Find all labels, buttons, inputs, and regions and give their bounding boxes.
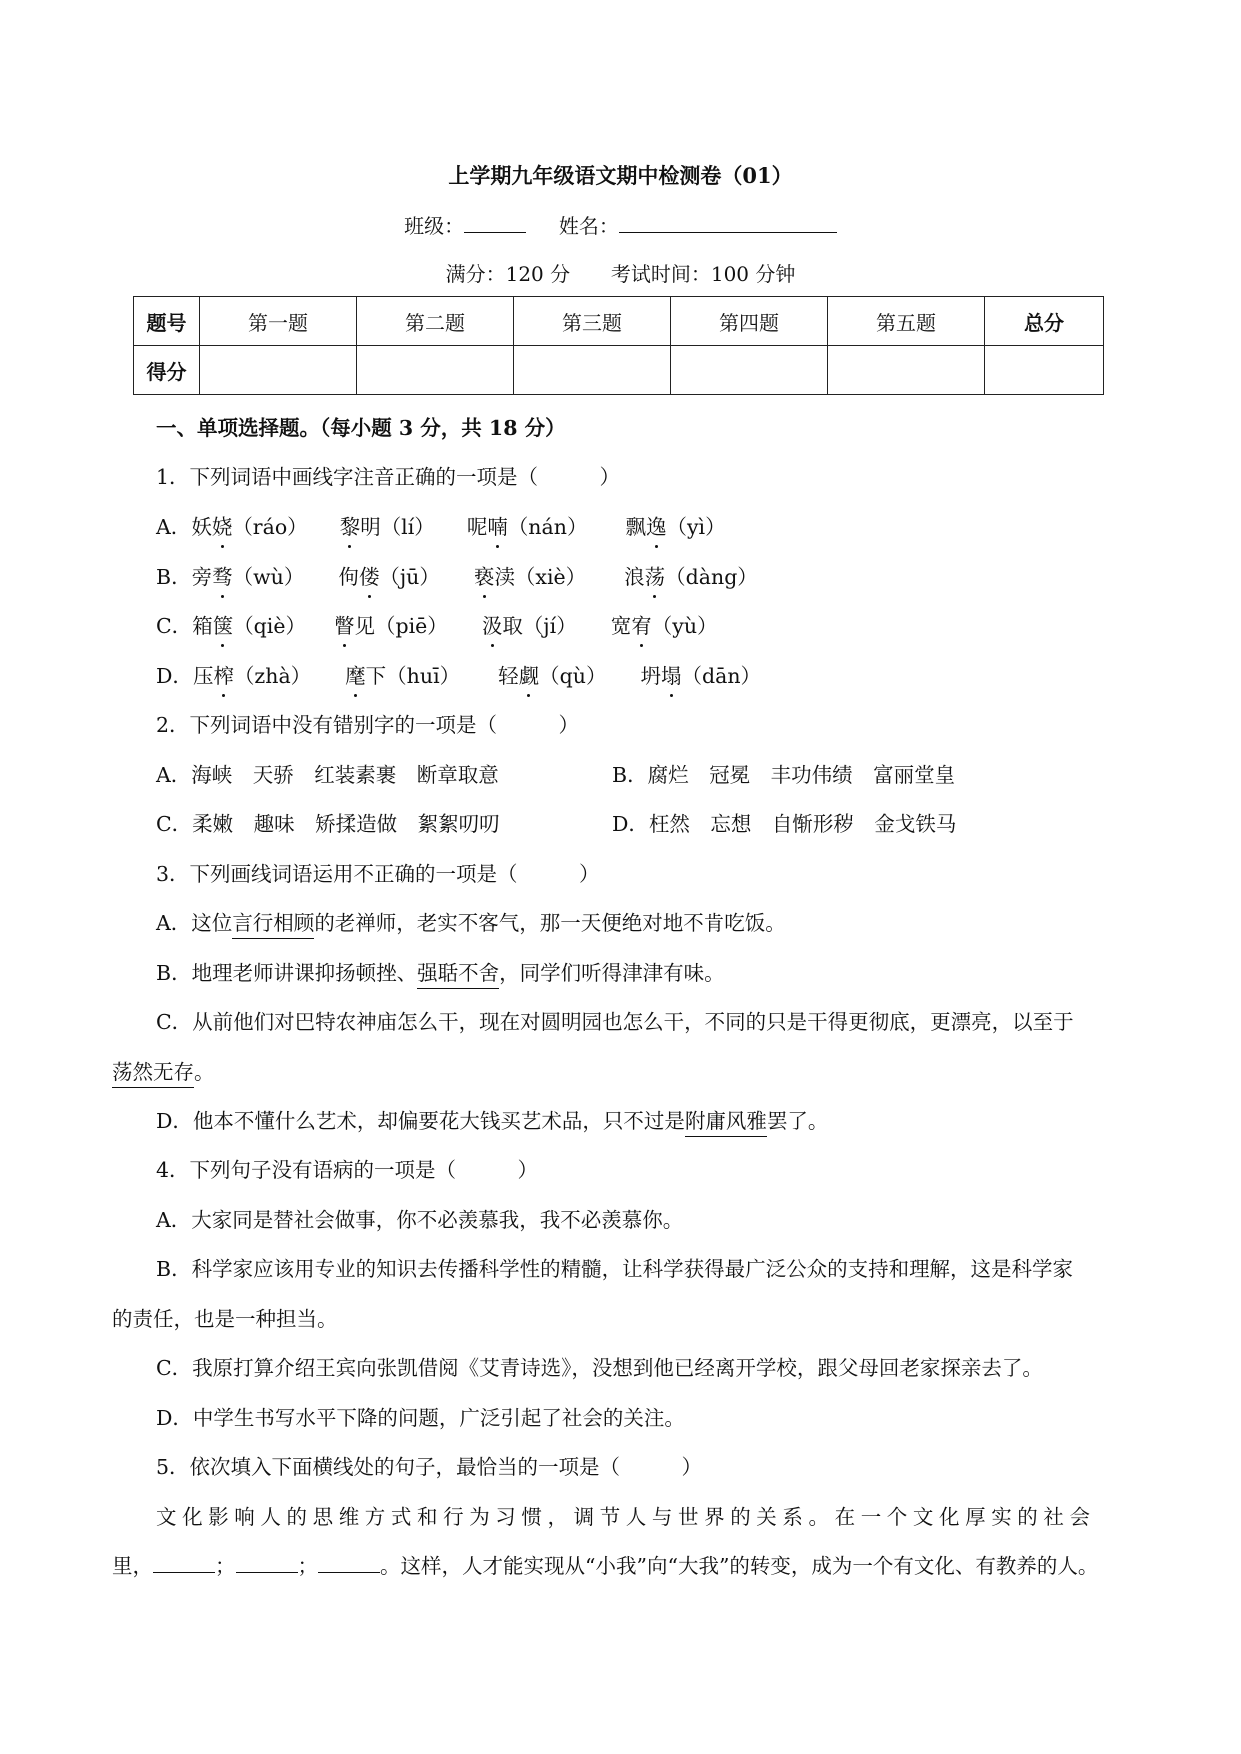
q3-option-c-cont: 荡然无存。 xyxy=(112,1057,215,1088)
q5-passage-line-1: 文化影响人的思维方式和行为习惯，调节人与世界的关系。在一个文化厚实的社会 xyxy=(156,1505,1096,1529)
exam-title: 上学期九年级语文期中检测卷（01） xyxy=(448,163,793,188)
exam-meta-line xyxy=(0,258,1241,287)
q3-option-c[interactable]: C．从前他们对巴特农神庙怎么干，现在对圆明园也怎么干，不同的只是干得更彻底，更漂亮，以至于 xyxy=(156,1010,1074,1034)
q1-stem: 1．下列词语中画线字注音正确的一项是（ ） xyxy=(156,465,621,489)
name-label: 姓名： xyxy=(558,214,619,238)
header-cell-q4: 第四题 xyxy=(671,297,828,346)
header-cell-question-no: 题号 xyxy=(134,297,200,346)
score-cell-q2[interactable] xyxy=(357,346,514,395)
fill-blank-1[interactable] xyxy=(153,1552,215,1573)
class-blank[interactable] xyxy=(464,212,526,233)
score-cell-q1[interactable] xyxy=(200,346,357,395)
full-score: 满分：120 分 xyxy=(445,262,571,286)
q4-option-a[interactable]: A．大家同是替社会做事，你不必羡慕我，我不必羡慕你。 xyxy=(156,1208,684,1232)
q2-option-a[interactable]: A．海峡 天骄 红装素裹 断章取意 xyxy=(156,763,499,787)
header-cell-q3: 第三题 xyxy=(514,297,671,346)
underlined-phrase: 附庸风雅 xyxy=(685,1106,767,1137)
q3-stem: 3．下列画线词语运用不正确的一项是（ ） xyxy=(156,862,600,886)
q1-option-b[interactable]: B．旁骛（wù） 佝偻（jū） 亵渎（xiè） 浪荡（dàng） xyxy=(156,562,758,592)
q1-option-d[interactable]: D．压榨（zhà） 麾下（huī） 轻觑（qù） 坍塌（dān） xyxy=(156,661,761,691)
q5-passage-line-2: 里， ； ； 。这样，人才能实现从“小我”向“大我”的转变，成为一个有文化、有教养的人。 xyxy=(112,1554,1099,1578)
score-label-cell: 得分 xyxy=(134,346,200,395)
q5-stem: 5．依次填入下面横线处的句子，最恰当的一项是（ ） xyxy=(156,1455,703,1479)
q1-option-c[interactable]: C．箱箧（qiè） 瞥见（piē） 汲取（jí） 宽宥（yù） xyxy=(156,611,718,641)
score-cell-q3[interactable] xyxy=(514,346,671,395)
score-cell-total[interactable] xyxy=(985,346,1104,395)
underlined-phrase: 言行相顾 xyxy=(232,908,314,939)
header-cell-q2: 第二题 xyxy=(357,297,514,346)
q1-option-a[interactable]: A．妖娆（ráo） 黎明（lí） 呢喃（nán） 飘逸（yì） xyxy=(156,512,726,542)
underlined-phrase: 荡然无存 xyxy=(112,1057,194,1088)
student-info-line xyxy=(0,210,1241,239)
q4-option-b[interactable]: B．科学家应该用专业的知识去传播科学性的精髓，让科学获得最广泛公众的支持和理解，这是科学家 xyxy=(156,1257,1074,1281)
q4-option-d[interactable]: D．中学生书写水平下降的问题，广泛引起了社会的关注。 xyxy=(156,1406,685,1430)
header-cell-total: 总分 xyxy=(985,297,1104,346)
underlined-phrase: 强聒不舍 xyxy=(417,958,499,989)
fill-blank-3[interactable] xyxy=(318,1552,380,1573)
q2-option-c[interactable]: C．柔嫩 趣味 矫揉造做 絮絮叨叨 xyxy=(156,812,500,836)
name-blank[interactable] xyxy=(619,212,837,233)
q2-stem: 2．下列词语中没有错别字的一项是（ ） xyxy=(156,713,580,737)
score-table-header-row xyxy=(134,297,1104,346)
fill-blank-2[interactable] xyxy=(236,1552,298,1573)
score-cell-q5[interactable] xyxy=(828,346,985,395)
q3-option-a[interactable]: A．这位言行相顾的老禅师，老实不客气，那一天便绝对地不肯吃饭。 xyxy=(156,908,786,939)
q2-option-d[interactable]: D．枉然 忘想 自惭形秽 金戈铁马 xyxy=(612,812,957,836)
q2-option-b[interactable]: B．腐烂 冠冕 丰功伟绩 富丽堂皇 xyxy=(612,763,956,787)
score-table xyxy=(133,296,1104,395)
q4-stem: 4．下列句子没有语病的一项是（ ） xyxy=(156,1158,539,1182)
q3-option-d[interactable]: D．他本不懂什么艺术，却偏要花大钱买艺术品，只不过是附庸风雅罢了。 xyxy=(156,1106,828,1137)
exam-time: 考试时间：100 分钟 xyxy=(610,262,796,286)
section-1-heading: 一、单项选择题。（每小题 3 分，共 18 分） xyxy=(156,416,566,440)
q4-option-c[interactable]: C．我原打算介绍王宾向张凯借阅《艾青诗选》，没想到他已经离开学校，跟父母回老家探亲去了。 xyxy=(156,1356,1043,1380)
class-label: 班级： xyxy=(404,214,465,238)
score-cell-q4[interactable] xyxy=(671,346,828,395)
header-cell-q1: 第一题 xyxy=(200,297,357,346)
header-cell-q5: 第五题 xyxy=(828,297,985,346)
q3-option-b[interactable]: B．地理老师讲课抑扬顿挫、强聒不舍，同学们听得津津有味。 xyxy=(156,958,725,989)
q4-option-b-cont: 的责任，也是一种担当。 xyxy=(112,1307,338,1331)
score-table-score-row xyxy=(134,346,1104,395)
